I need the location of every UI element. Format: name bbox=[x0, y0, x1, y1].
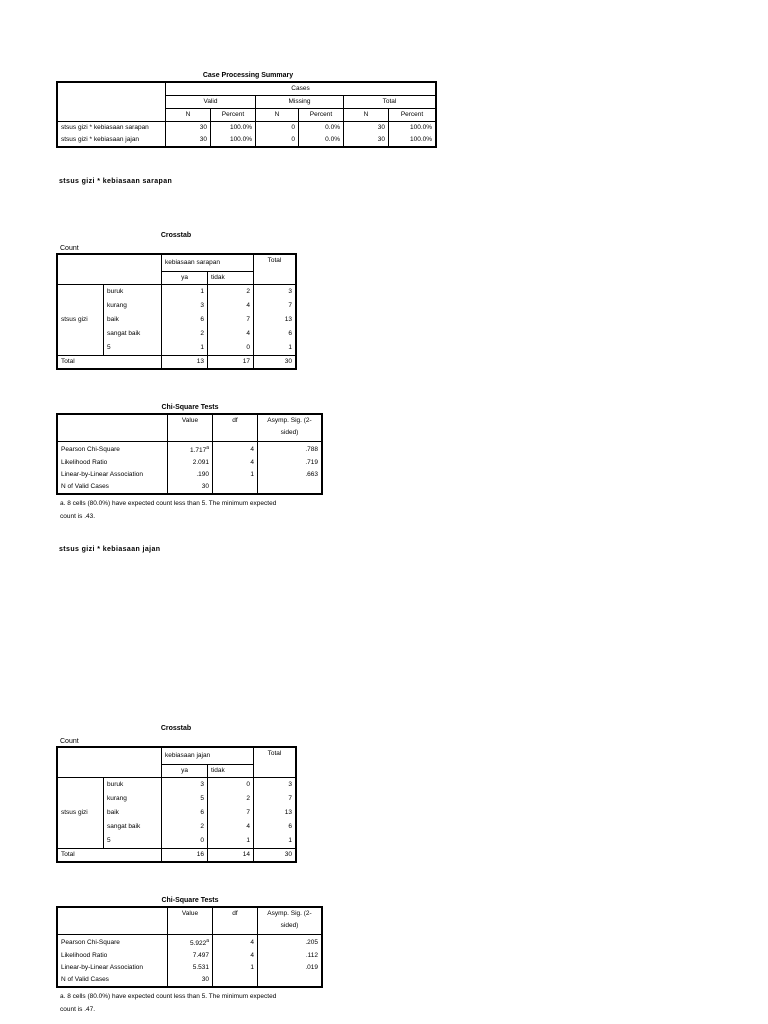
footnote-marker: a bbox=[206, 938, 209, 944]
cell: 4 bbox=[208, 327, 254, 341]
cell bbox=[258, 974, 322, 987]
cell: 0.0% bbox=[299, 122, 344, 135]
footnote bbox=[60, 990, 320, 1016]
value-header: Value bbox=[168, 415, 213, 442]
subcol-header: Percent bbox=[389, 109, 436, 122]
cell: 0 bbox=[256, 122, 299, 135]
cell bbox=[213, 974, 258, 987]
cell: 30 bbox=[166, 122, 211, 135]
sig-header-line2: sided) bbox=[280, 922, 299, 929]
cell: 4 bbox=[213, 442, 258, 458]
cell: 0 bbox=[208, 778, 254, 793]
row-label: Pearson Chi-Square bbox=[58, 935, 168, 951]
cell: 100.0% bbox=[211, 122, 256, 135]
row-group-label: stsus gizi bbox=[58, 285, 104, 356]
cell bbox=[168, 935, 213, 951]
chisq-title: Chi-Square Tests bbox=[161, 897, 219, 904]
cell: 4 bbox=[208, 820, 254, 834]
table-row bbox=[58, 469, 322, 481]
cell: 1 bbox=[254, 834, 296, 849]
value-text: 5.922 bbox=[189, 940, 207, 948]
cell: 0 bbox=[162, 834, 208, 849]
cell: 1 bbox=[254, 341, 296, 356]
cell: 7 bbox=[254, 299, 296, 313]
cell: 5.531 bbox=[168, 962, 213, 974]
cell: 7 bbox=[208, 313, 254, 327]
cell: 1 bbox=[213, 962, 258, 974]
col-header: ya bbox=[162, 765, 208, 778]
subcol-header: N bbox=[344, 109, 389, 122]
cell: 6 bbox=[254, 327, 296, 341]
cell: 3 bbox=[254, 285, 296, 300]
sig-header-line1: Asymp. Sig. (2- bbox=[267, 910, 312, 917]
count-label: Count bbox=[60, 245, 79, 252]
corner-cell bbox=[58, 255, 162, 285]
cell: 17 bbox=[208, 356, 254, 369]
sig-header bbox=[258, 415, 322, 442]
table-row bbox=[58, 457, 322, 469]
cell: .719 bbox=[258, 457, 322, 469]
cell: 100.0% bbox=[211, 134, 256, 147]
cell: .663 bbox=[258, 469, 322, 481]
footnote-line2: count is .43. bbox=[60, 513, 96, 520]
cell: .788 bbox=[258, 442, 322, 458]
row-label: Linear-by-Linear Association bbox=[58, 962, 168, 974]
cell: 2 bbox=[208, 792, 254, 806]
total-header: Total bbox=[254, 255, 296, 285]
cell: 13 bbox=[254, 313, 296, 327]
section-heading-sarapan: stsus gizi * kebiasaan sarapan bbox=[59, 178, 173, 185]
col-group-header: kebiasaan sarapan bbox=[162, 255, 254, 272]
cell: 100.0% bbox=[389, 134, 436, 147]
table-row bbox=[58, 778, 296, 793]
row-label: baik bbox=[104, 806, 162, 820]
total-row bbox=[58, 356, 296, 369]
subcol-header: Percent bbox=[211, 109, 256, 122]
cell: 100.0% bbox=[389, 122, 436, 135]
cell bbox=[213, 481, 258, 494]
cell: .112 bbox=[258, 950, 322, 962]
sig-header-line2: sided) bbox=[280, 429, 299, 436]
cell: 3 bbox=[162, 778, 208, 793]
sig-header-line1: Asymp. Sig. (2- bbox=[267, 417, 312, 424]
subcol-header: Percent bbox=[299, 109, 344, 122]
value-text: 1.717 bbox=[189, 447, 207, 455]
col-header: tidak bbox=[208, 272, 254, 285]
cell: 7.497 bbox=[168, 950, 213, 962]
sig-header bbox=[258, 908, 322, 935]
cell: 30 bbox=[254, 849, 296, 862]
footnote-line1: a. 8 cells (80.0%) have expected count less than 5. The minimum expected bbox=[60, 993, 277, 1000]
table-row bbox=[58, 950, 322, 962]
col-header: ya bbox=[162, 272, 208, 285]
cell: 14 bbox=[208, 849, 254, 862]
row-group-label: stsus gizi bbox=[58, 778, 104, 849]
cell: 30 bbox=[344, 134, 389, 147]
cell: 4 bbox=[208, 299, 254, 313]
row-label: sangat baik bbox=[104, 820, 162, 834]
corner-cell bbox=[58, 748, 162, 778]
total-header: Total bbox=[254, 748, 296, 778]
chisq-jajan-table bbox=[57, 907, 322, 987]
table-row bbox=[58, 481, 322, 494]
row-label: buruk bbox=[104, 285, 162, 300]
total-row bbox=[58, 849, 296, 862]
subcol-header: N bbox=[256, 109, 299, 122]
footnote-line2: count is .47. bbox=[60, 1006, 96, 1013]
cell: .019 bbox=[258, 962, 322, 974]
df-header: df bbox=[213, 415, 258, 442]
cell: 6 bbox=[162, 313, 208, 327]
row-label: Likelihood Ratio bbox=[58, 950, 168, 962]
cell: 2 bbox=[208, 285, 254, 300]
total-row-label: Total bbox=[58, 849, 162, 862]
row-label: sangat baik bbox=[104, 327, 162, 341]
table-row bbox=[58, 442, 322, 458]
cell: 1 bbox=[162, 285, 208, 300]
crosstab-title: Crosstab bbox=[160, 232, 192, 239]
cell: 6 bbox=[162, 806, 208, 820]
row-label: 5 bbox=[104, 834, 162, 849]
cell: 13 bbox=[162, 356, 208, 369]
cell: 4 bbox=[213, 457, 258, 469]
cell: 30 bbox=[168, 481, 213, 494]
crosstab-sarapan-table bbox=[57, 254, 296, 369]
total-row-label: Total bbox=[58, 356, 162, 369]
section-heading-jajan: stsus gizi * kebiasaan jajan bbox=[59, 546, 161, 553]
cell: 2 bbox=[162, 327, 208, 341]
col-header: tidak bbox=[208, 765, 254, 778]
row-label: Pearson Chi-Square bbox=[58, 442, 168, 458]
table-row bbox=[58, 122, 436, 135]
footnote-marker: a bbox=[206, 445, 209, 451]
cell: 1 bbox=[208, 834, 254, 849]
chisq-sarapan-table bbox=[57, 414, 322, 494]
chisq-title: Chi-Square Tests bbox=[161, 404, 219, 411]
row-label: Linear-by-Linear Association bbox=[58, 469, 168, 481]
group-total: Total bbox=[344, 96, 436, 109]
row-label: kurang bbox=[104, 792, 162, 806]
table-row bbox=[58, 285, 296, 300]
cell: 30 bbox=[166, 134, 211, 147]
cell: 16 bbox=[162, 849, 208, 862]
cell: 1 bbox=[162, 341, 208, 356]
cell: 30 bbox=[254, 356, 296, 369]
table-row bbox=[58, 974, 322, 987]
table-row bbox=[58, 962, 322, 974]
cases-header: Cases bbox=[166, 83, 436, 96]
group-missing: Missing bbox=[256, 96, 344, 109]
corner-cell bbox=[58, 83, 166, 122]
row-label: stsus gizi * kebiasaan sarapan bbox=[58, 122, 166, 135]
cell: 30 bbox=[344, 122, 389, 135]
case-summary-table bbox=[57, 82, 436, 147]
cell: 2.091 bbox=[168, 457, 213, 469]
row-label: buruk bbox=[104, 778, 162, 793]
cell: 0 bbox=[208, 341, 254, 356]
cell: 13 bbox=[254, 806, 296, 820]
cell: 1 bbox=[213, 469, 258, 481]
count-label: Count bbox=[60, 738, 79, 745]
value-header: Value bbox=[168, 908, 213, 935]
crosstab-title: Crosstab bbox=[160, 725, 192, 732]
row-label: Likelihood Ratio bbox=[58, 457, 168, 469]
row-label: N of Valid Cases bbox=[58, 974, 168, 987]
cell: .205 bbox=[258, 935, 322, 951]
row-label: N of Valid Cases bbox=[58, 481, 168, 494]
cell: 3 bbox=[254, 778, 296, 793]
cell bbox=[258, 481, 322, 494]
cell: 5 bbox=[162, 792, 208, 806]
cell: 0.0% bbox=[299, 134, 344, 147]
corner-cell bbox=[58, 908, 168, 935]
col-group-header: kebiasaan jajan bbox=[162, 748, 254, 765]
cell: 4 bbox=[213, 950, 258, 962]
cell: .190 bbox=[168, 469, 213, 481]
table-row bbox=[58, 134, 436, 147]
row-label: kurang bbox=[104, 299, 162, 313]
df-header: df bbox=[213, 908, 258, 935]
cell bbox=[168, 442, 213, 458]
cell: 4 bbox=[213, 935, 258, 951]
case-summary-title: Case Processing Summary bbox=[202, 72, 294, 79]
cell: 30 bbox=[168, 974, 213, 987]
row-label: baik bbox=[104, 313, 162, 327]
cell: 7 bbox=[208, 806, 254, 820]
cell: 6 bbox=[254, 820, 296, 834]
row-label: 5 bbox=[104, 341, 162, 356]
table-row bbox=[58, 935, 322, 951]
crosstab-jajan-table bbox=[57, 747, 296, 862]
corner-cell bbox=[58, 415, 168, 442]
cell: 7 bbox=[254, 792, 296, 806]
subcol-header: N bbox=[166, 109, 211, 122]
row-label: stsus gizi * kebiasaan jajan bbox=[58, 134, 166, 147]
cell: 3 bbox=[162, 299, 208, 313]
cell: 0 bbox=[256, 134, 299, 147]
group-valid: Valid bbox=[166, 96, 256, 109]
footnote bbox=[60, 497, 320, 523]
footnote-line1: a. 8 cells (80.0%) have expected count less than 5. The minimum expected bbox=[60, 500, 277, 507]
cell: 2 bbox=[162, 820, 208, 834]
